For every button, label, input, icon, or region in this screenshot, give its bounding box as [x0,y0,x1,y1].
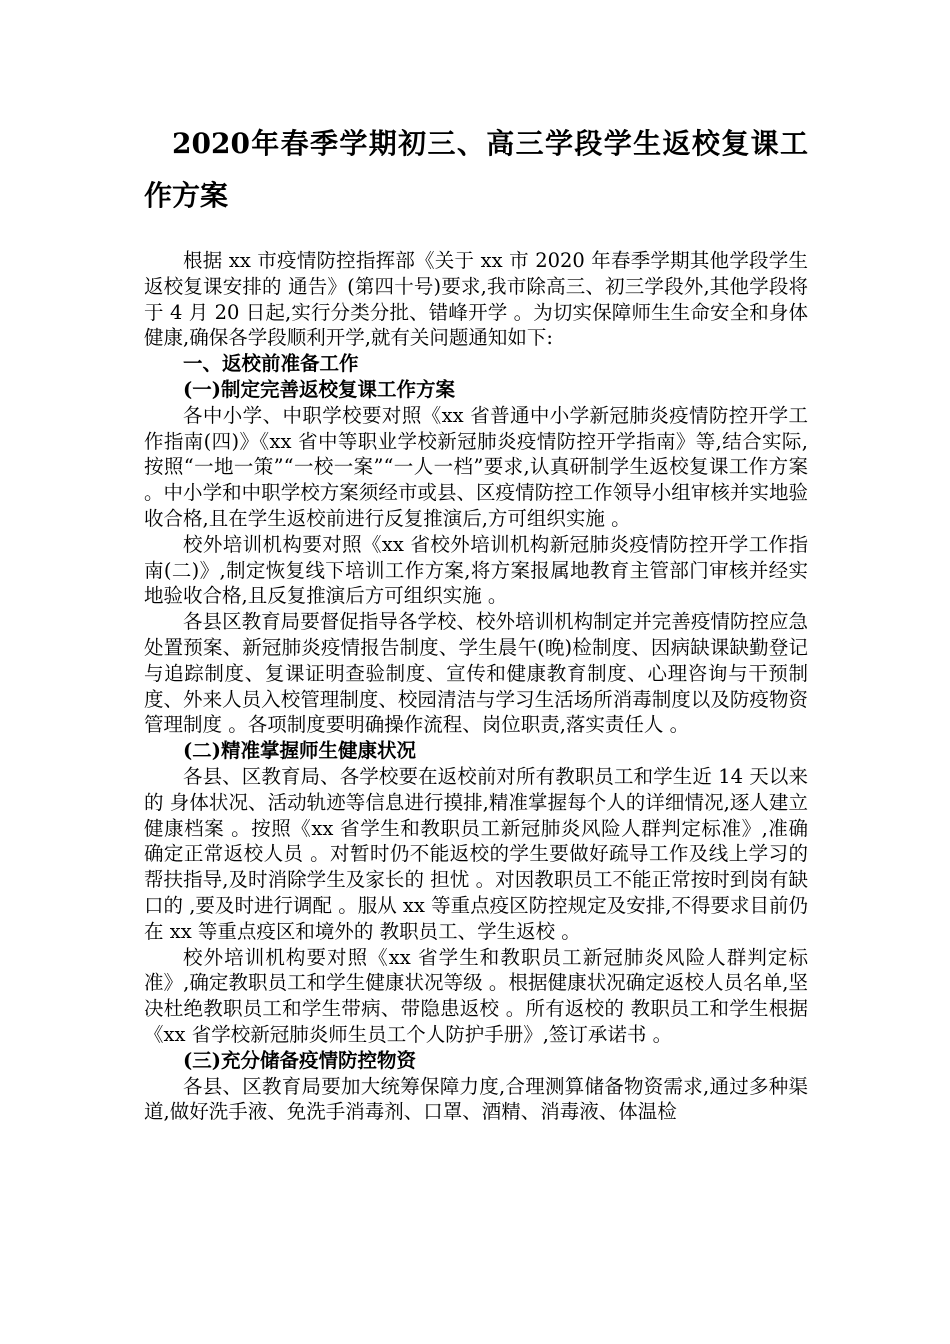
intro-paragraph: 根据 xx 市疫情防控指挥部《关于 xx 市 2020 年春季学期其他学段学生返校复课安排的 通告》(第四十号)要求,我市除高三、初三学段外,其他学段将于 4 月 20 日起,实行分类分批、错峰开学 。为切实保障师生生命安全和身体健康,确保各学段顺利开学,就有关问题通知如下: [144,249,808,350]
paragraph: 校外培训机构要对照《xx 省校外培训机构新冠肺炎疫情防控开学工作指南(二)》,制定恢复线下培训工作方案,将方案报属地教育主管部门审核并经实地验收合格,且反复推演后方可组织实施 。 [144,532,808,608]
subsection-heading-3: (三)充分储备疫情防控物资 [183,1048,416,1072]
document-title: 2020年春季学期初三、高三学段学生返校复课工作方案 [144,127,808,212]
subsection-heading-2: (二)精准掌握师生健康状况 [183,739,416,763]
section-heading-1: 一、返校前准备工作 [183,352,359,376]
paragraph: 各县区教育局要督促指导各学校、校外培训机构制定并完善疫情防控应急处置预案、新冠肺炎疫情报告制度、学生晨午(晚)检制度、因病缺课缺勤登记与追踪制度、复课证明查验制度、宣传和健康教育制度、心理咨询与干预制度、外来人员入校管理制度、校园清洁与学习生活场所消毒制度以及防疫物资管理制度 。各项制度要明确操作流程、岗位职责,落实责任人 。 [144,610,808,737]
paragraph: 各县、区教育局要加大统筹保障力度,合理测算储备物资需求,通过多种渠道,做好洗手液、免洗手消毒剂、口罩、酒精、消毒液、体温检 [144,1074,808,1124]
paragraph: 校外培训机构要对照《xx 省学生和教职员工新冠肺炎风险人群判定标准》,确定教职员工和学生健康状况等级 。根据健康状况确定返校人员名单,坚决杜绝教职员工和学生带病、带隐患返校 。所有返校的 教职员工和学生根据《xx 省学校新冠肺炎师生员工个人防护手册》,签订承诺书 。 [144,945,808,1046]
document-page [144,118,808,1125]
paragraph: 各县、区教育局、各学校要在返校前对所有教职员工和学生近 14 天以来的 身体状况、活动轨迹等信息进行摸排,精准掌握每个人的详细情况,逐人建立健康档案 。按照《xx 省学生和教职员工新冠肺炎风险人群判定标准》,准确确定正常返校人员 。对暂时仍不能返校的学生要做好疏导工作及线上学习的 帮扶指导,及时消除学生及家长的 担忧 。对因教职员工不能正常按时到岗有缺口的 ,要及时进行调配 。服从 xx 等重点疫区防控规定及安排,不得要求目前仍在 xx 等重点疫区和境外的 教职员工、学生返校 。 [144,764,808,943]
subsection-heading-1: (一)制定完善返校复课工作方案 [183,377,455,401]
paragraph: 各中小学、中职学校要对照《xx 省普通中小学新冠肺炎疫情防控开学工作指南(四)》《xx 省中等职业学校新冠肺炎疫情防控开学指南》等,结合实际,按照“一地一策”“一校一案”“一人一档”要求,认真研制学生返校复课工作方案 。中小学和中职学校方案须经市或县、区疫情防控工作领导小组审核并实地验收合格,且在学生返校前进行反复推演后,方可组织实施 。 [144,403,808,530]
